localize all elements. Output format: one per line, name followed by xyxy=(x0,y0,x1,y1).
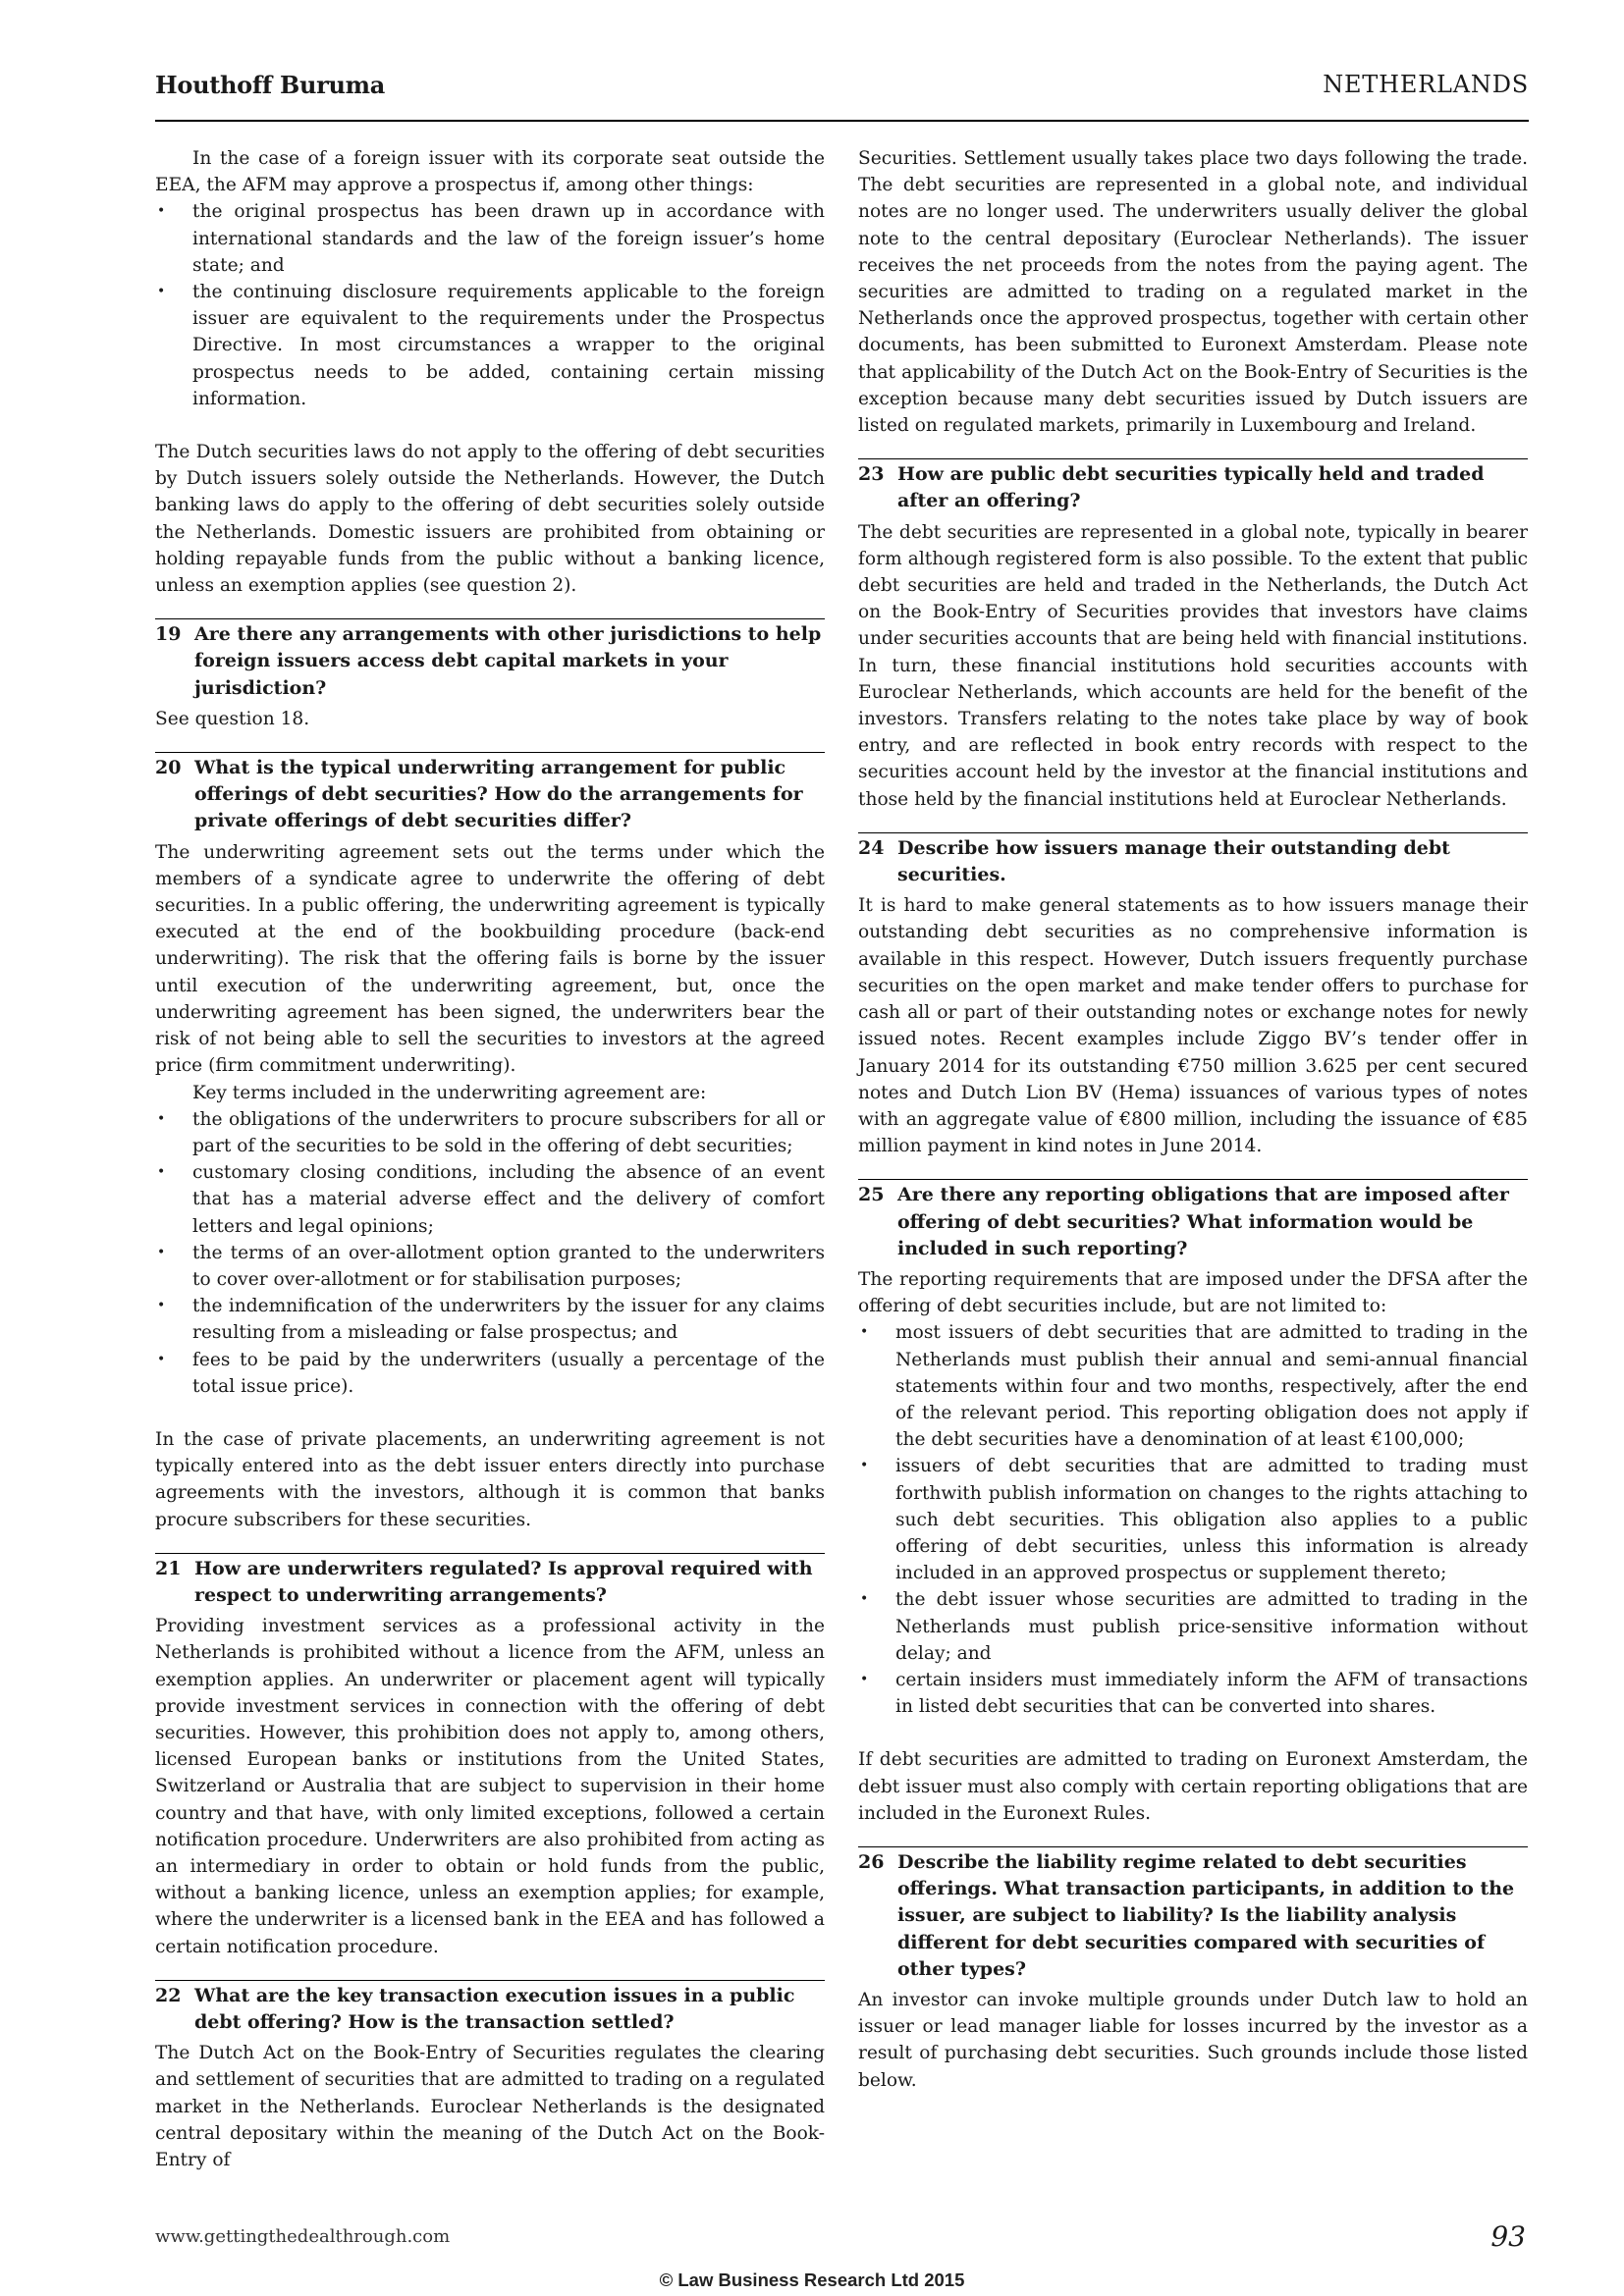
paragraph: The debt securities are represented in a global note, typically in bearer form although registered form is also possible. To the extent that public debt securities are held and traded in the Netherlands, the Dutch Act on the Book-Entry of Securities provides that investors have claims under securities accounts that are being held with financial institutions. In turn, these financial institutions hold securities accounts with Euroclear Netherlands, which accounts are held for the benefit of the investors. Transfers relating to the notes take place by way of book entry, and are reflected in book entry records with respect to the securities account held by the investor at the financial institutions and those held by the financial institutions held at Euroclear Netherlands. xyxy=(858,521,1528,810)
list-item: • the indemnification of the underwriters by the issuer for any claims resulting from a misleading or false prospectus; and xyxy=(155,1293,825,1346)
question-number: 20 xyxy=(155,757,182,779)
question-heading-24 xyxy=(858,832,1528,888)
question-heading-25 xyxy=(858,1179,1528,1262)
paragraph: Key terms included in the underwriting agreement are: xyxy=(192,1082,707,1103)
bullet-list xyxy=(155,1106,825,1400)
bullet-list xyxy=(858,1319,1528,1720)
list-item: • certain insiders must immediately inform the AFM of transactions in listed debt securities that can be converted into shares. xyxy=(858,1667,1528,1720)
question-title: Are there any reporting obligations that are imposed after offering of debt securities? What information would be included in such reporting? xyxy=(897,1184,1509,1259)
question-heading-21 xyxy=(155,1553,825,1609)
list-item: • the debt issuer whose securities are admitted to trading in the Netherlands must publish price-sensitive information without delay; and xyxy=(858,1586,1528,1667)
paragraph: Providing investment services as a professional activity in the Netherlands is prohibited without a licence from the AFM, unless an exemption applies. An underwriter or placement agent will typically provide investment services in connection with the offering of debt securities. However, this prohibition does not apply to, among others, licensed European banks or institutions from the United States, Switzerland or Australia that are subject to supervision in their home country and that have, with only limited exceptions, followed a certain notification procedure. Underwriters are also prohibited from acting as an intermediary in order to obtain or hold funds from the public, without a banking licence, unless an exemption applies; for example, where the underwriter is a licensed bank in the EEA and has followed a certain notification procedure. xyxy=(155,1616,825,1957)
question-number: 19 xyxy=(155,623,182,646)
question-title: Describe the liability regime related to debt securities offerings. What transaction participants, in addition to the issuer, are subject to liability? Is the liability analysis different for debt securities compared with securities of other types? xyxy=(897,1850,1515,1980)
question-number: 23 xyxy=(858,463,885,486)
right-column xyxy=(858,145,1528,2094)
running-header xyxy=(155,69,1529,122)
list-item: • the original prospectus has been drawn up in accordance with international standards and the law of the foreign issuer’s home state; and xyxy=(155,198,825,279)
list-item: • the obligations of the underwriters to procure subscribers for all or part of the securities to be sold in the offering of debt securities; xyxy=(155,1106,825,1159)
paragraph: An investor can invoke multiple grounds under Dutch law to hold an issuer or lead manager liable for losses incurred by the investor as a result of purchasing debt securities. Such grounds include those listed below. xyxy=(858,1990,1528,2091)
question-heading-19 xyxy=(155,618,825,702)
website-link[interactable]: www.gettingthedealthrough.com xyxy=(155,2226,451,2247)
question-title: How are public debt securities typically held and traded after an offering? xyxy=(897,463,1485,512)
question-number: 22 xyxy=(155,1984,182,2006)
question-title: What are the key transaction execution issues in a public debt offering? How is the transaction settled? xyxy=(194,1984,795,2033)
copyright-notice: © Law Business Research Ltd 2015 xyxy=(659,2269,965,2290)
paragraph: In the case of private placements, an underwriting agreement is not typically entered into as the debt issuer enters directly into purchase agreements with the investors, although it is common that banks procure subscribers for these securities. xyxy=(155,1428,825,1530)
question-heading-23 xyxy=(858,458,1528,514)
question-number: 24 xyxy=(858,836,885,859)
list-item: • the terms of an over-allotment option granted to the underwriters to cover over-allotment or for stabilisation purposes; xyxy=(155,1240,825,1293)
paragraph: The underwriting agreement sets out the terms under which the members of a syndicate agree to underwrite the offering of debt securities. In a public offering, the underwriting agreement is typically executed at the end of the bookbuilding procedure (back-end underwriting). The risk that the offering fails is borne by the issuer until execution of the underwriting agreement, but, once the underwriting agreement has been signed, the underwriters bear the risk of not being able to sell the securities to investors at the agreed price (firm commitment underwriting). xyxy=(155,841,825,1077)
list-item: • most issuers of debt securities that are admitted to trading in the Netherlands must publish their annual and semi-annual financial statements within four and two months, respectively, after the end of the relevant period. This reporting obligation does not apply if the debt securities have a denomination of at least €100,000; xyxy=(858,1319,1528,1453)
question-heading-22 xyxy=(155,1980,825,2036)
paragraph: If debt securities are admitted to trading on Euronext Amsterdam, the debt issuer must also comply with certain reporting obligations that are included in the Euronext Rules. xyxy=(858,1749,1528,1824)
paragraph: The Dutch Act on the Book-Entry of Securities regulates the clearing and settlement of securities that are admitted to trading on a regulated market in the Netherlands. Euroclear Netherlands is the designated central depositary within the meaning of the Dutch Act on the Book-Entry of xyxy=(155,2043,825,2171)
firm-name: Houthoff Buruma xyxy=(155,71,385,99)
paragraph: See question 18. xyxy=(155,708,310,729)
question-number: 21 xyxy=(155,1557,182,1579)
page-number: 93 xyxy=(1490,2220,1526,2253)
question-heading-26 xyxy=(858,1846,1528,1983)
question-number: 26 xyxy=(858,1850,885,1873)
question-heading-20 xyxy=(155,752,825,835)
list-item: • customary closing conditions, including the absence of an event that has a material adverse effect and the delivery of comfort letters and legal opinions; xyxy=(155,1159,825,1240)
paragraph: Securities. Settlement usually takes place two days following the trade. The debt securities are represented in a global note, and individual notes are no longer used. The underwriters usually deliver the global note to the central depositary (Euroclear Netherlands). The issuer receives the net proceeds from the notes from the paying agent. The securities are admitted to trading on a regulated market in the Netherlands once the approved prospectus, together with certain other documents, has been submitted to Euronext Amsterdam. Please note that applicability of the Dutch Act on the Book-Entry of Securities is the exception because many debt securities issued by Dutch issuers are listed on regulated markets, primarily in Luxembourg and Ireland. xyxy=(858,148,1528,437)
question-title: What is the typical underwriting arrangement for public offerings of debt securities? How do the arrangements for private offerings of debt securities differ? xyxy=(194,757,803,832)
question-title: How are underwriters regulated? Is approval required with respect to underwriting arrangements? xyxy=(194,1557,813,1606)
list-item: • issuers of debt securities that are admitted to trading must forthwith publish information on changes to the rights attaching to such debt securities. This obligation also applies to a public offering of debt securities, unless this information is already included in an approved prospectus or supplement thereto; xyxy=(858,1453,1528,1586)
question-title: Describe how issuers manage their outstanding debt securities. xyxy=(897,836,1450,886)
paragraph: In the case of a foreign issuer with its corporate seat outside the EEA, the AFM may approve a prospectus if, among other things: xyxy=(155,148,825,196)
paragraph: It is hard to make general statements as to how issuers manage their outstanding debt securities as no comprehensive information is available in this respect. However, Dutch issuers frequently purchase securities on the open market and make tender offers to purchase for cash all or part of their outstanding notes or exchange notes for newly issued notes. Recent examples include Ziggo BV’s tender offer in January 2014 for its outstanding €750 million 3.625 per cent secured notes and Dutch Lion BV (Hema) issuances of various types of notes with an aggregate value of €800 million, including the issuance of €85 million payment in kind notes in June 2014. xyxy=(858,895,1528,1157)
bullet-list xyxy=(155,198,825,412)
question-number: 25 xyxy=(858,1184,885,1206)
question-title: Are there any arrangements with other jurisdictions to help foreign issuers access debt capital markets in your jurisdiction? xyxy=(194,623,822,699)
list-item: • fees to be paid by the underwriters (usually a percentage of the total issue price). xyxy=(155,1347,825,1400)
paragraph: The Dutch securities laws do not apply to the offering of debt securities by Dutch issuers solely outside the Netherlands. However, the Dutch banking laws do apply to the offering of debt securities solely outside the Netherlands. Domestic issuers are prohibited from obtaining or holding repayable funds from the public without a banking licence, unless an exemption applies (see question 2). xyxy=(155,442,825,597)
paragraph: The reporting requirements that are imposed under the DFSA after the offering of debt securities include, but are not limited to: xyxy=(858,1268,1528,1317)
list-item: • the continuing disclosure requirements applicable to the foreign issuer are equivalent to the requirements under the Prospectus Directive. In most circumstances a wrapper to the original prospectus needs to be added, containing certain missing information. xyxy=(155,279,825,412)
country-name: NETHERLANDS xyxy=(1323,71,1529,98)
left-column xyxy=(155,145,825,2173)
